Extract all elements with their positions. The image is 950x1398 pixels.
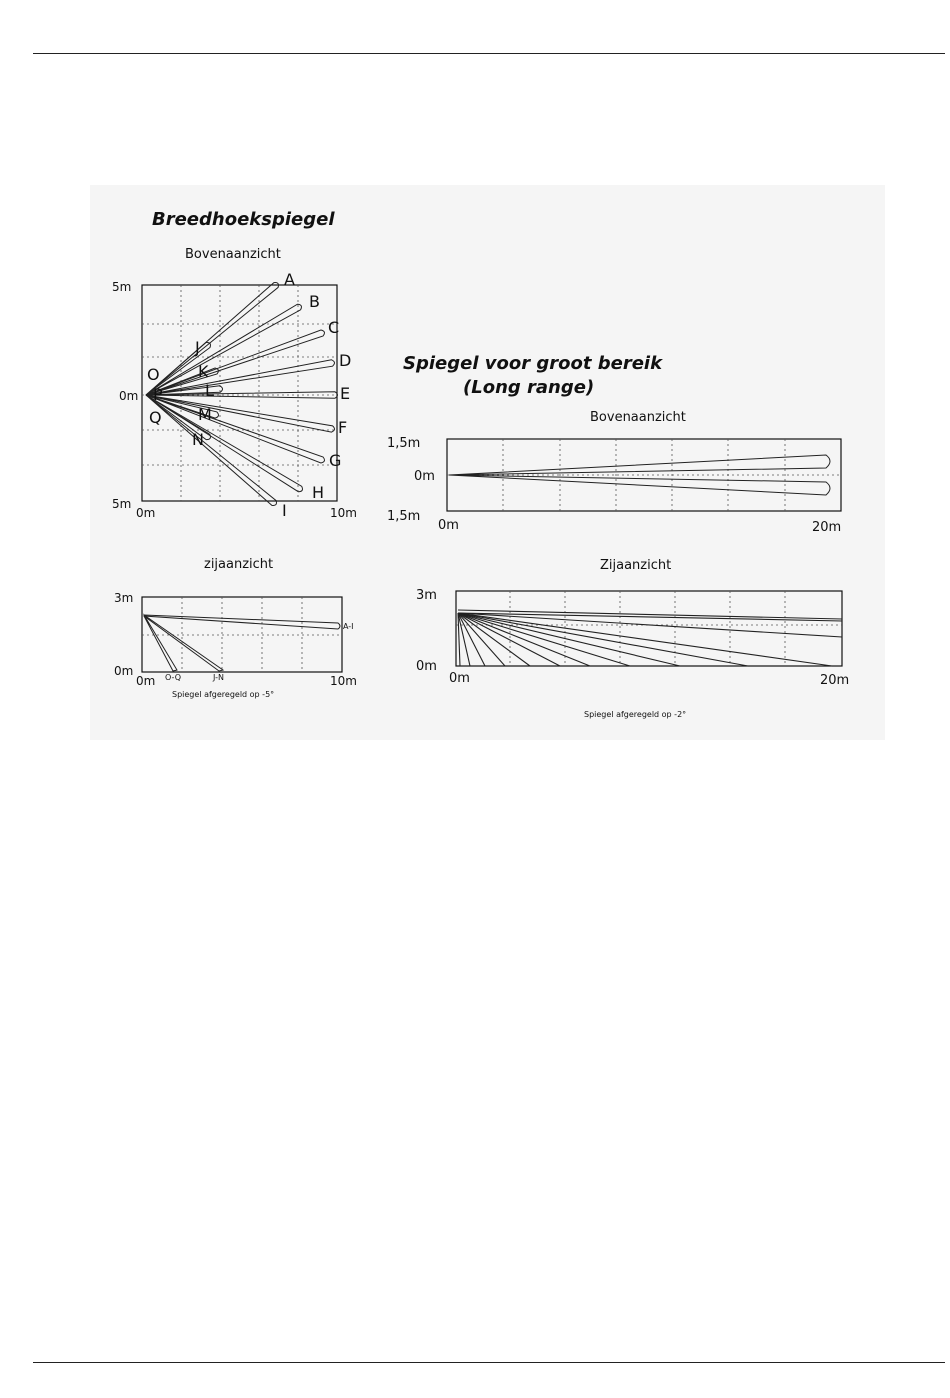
zone-label-p: P — [153, 385, 163, 404]
zone-label-g: G — [329, 451, 342, 470]
wide-top-x-start: 0m — [136, 506, 156, 520]
zone-label-a: A — [284, 270, 295, 289]
wide-top-beam — [146, 395, 334, 432]
wide-side-view-title: zijaanzicht — [204, 557, 274, 572]
footer-rule — [33, 1362, 945, 1363]
long-side-x-start: 0m — [449, 671, 470, 686]
wide-top-beam — [146, 304, 301, 395]
zone-label-n: N — [192, 430, 204, 449]
wide-top-beams — [146, 283, 338, 506]
long-top-x-end: 20m — [812, 520, 842, 535]
wide-side-beam-ai — [144, 615, 340, 629]
long-side-x-end: 20m — [820, 673, 850, 688]
wide-side-x-end: 10m — [330, 674, 357, 688]
long-top-y-mid: 0m — [414, 469, 435, 484]
zone-label-l: L — [205, 381, 214, 400]
zone-label-i: I — [282, 501, 287, 520]
zone-label-e: E — [340, 384, 351, 403]
wide-side-caption: Spiegel afgeregeld op -5° — [172, 690, 275, 699]
wide-side-label-oq: O-Q — [165, 673, 181, 682]
detection-diagrams — [90, 185, 885, 740]
zone-label-f: F — [338, 418, 348, 437]
wide-top-y-top: 5m — [112, 280, 132, 294]
zone-label-o: O — [147, 365, 160, 384]
zone-label-c: C — [328, 318, 340, 337]
long-side-view-title: Zijaanzicht — [600, 558, 672, 573]
long-top-x-start: 0m — [438, 518, 459, 533]
long-top-beam-lower — [449, 475, 830, 495]
wide-side-y-top: 3m — [114, 591, 134, 605]
wide-side-view — [114, 591, 357, 699]
long-top-beam-upper — [449, 455, 830, 475]
wide-top-x-end: 10m — [330, 506, 357, 520]
detection-pattern-figure — [90, 185, 885, 740]
long-top-y-top: 1,5m — [387, 436, 421, 451]
wide-top-y-mid: 0m — [119, 389, 139, 403]
long-side-view — [416, 588, 849, 719]
zone-label-j: J — [195, 338, 200, 357]
wide-side-label-jn: J-N — [213, 673, 224, 682]
wide-side-label-ai: A-I — [343, 622, 354, 631]
zone-label-h: H — [312, 483, 325, 502]
long-side-y-top: 3m — [416, 588, 437, 603]
long-top-y-bottom: 1,5m — [387, 509, 421, 524]
wide-angle-title: Breedhoekspiegel — [152, 209, 335, 230]
long-top-view — [387, 436, 841, 535]
zone-label-b: B — [309, 292, 320, 311]
long-side-y-bottom: 0m — [416, 659, 437, 674]
zone-label-k: K — [198, 362, 209, 381]
long-side-caption: Spiegel afgeregeld op -2° — [584, 710, 687, 719]
wide-side-beam-jn — [144, 615, 223, 671]
long-range-title-1: Spiegel voor groot bereik — [403, 353, 663, 374]
header-rule — [33, 53, 945, 54]
wide-top-y-bottom: 5m — [112, 497, 132, 511]
wide-side-x-start: 0m — [136, 674, 156, 688]
long-side-ray — [458, 613, 530, 666]
wide-top-view-title: Bovenaanzicht — [185, 247, 281, 262]
wide-side-beam-oq — [144, 615, 177, 671]
long-side-rays — [458, 610, 842, 666]
zone-label-d: D — [339, 351, 352, 370]
long-range-title-2: (Long range) — [463, 377, 595, 398]
zone-label-q: Q — [149, 408, 162, 427]
wide-top-view — [112, 270, 357, 520]
wide-side-y-bottom: 0m — [114, 664, 134, 678]
zone-label-m: M — [198, 405, 212, 424]
long-top-view-title: Bovenaanzicht — [590, 410, 686, 425]
wide-top-beam — [146, 360, 334, 395]
